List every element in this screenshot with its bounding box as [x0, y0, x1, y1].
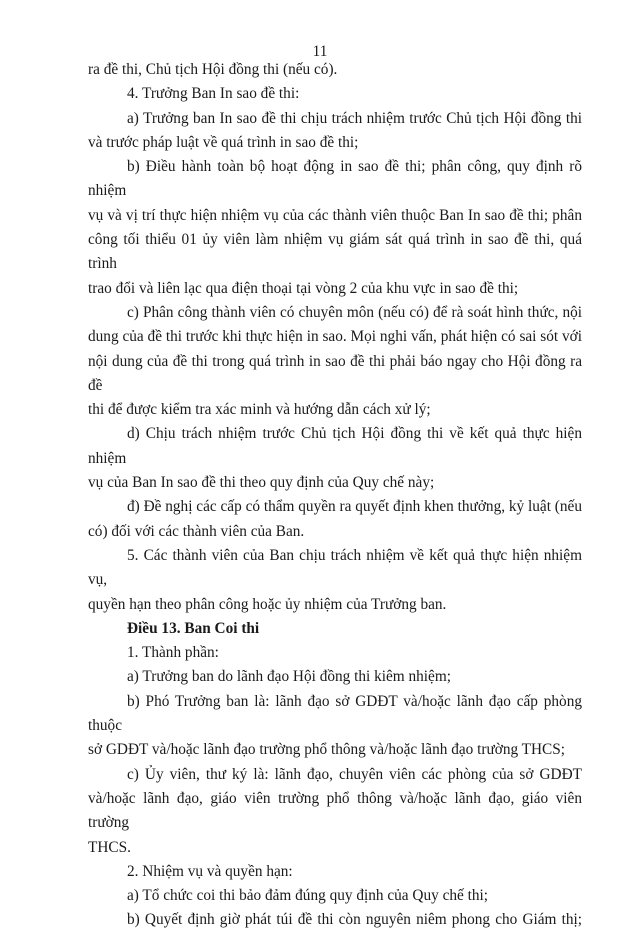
text-line: b) Quyết định giờ phát túi đề thi còn nguyên niêm phong cho Giám thị;	[127, 911, 582, 929]
text-line: quyền hạn theo phân công hoặc ủy nhiệm của Trưởng ban.	[88, 595, 447, 613]
text-line: ra đề thi, Chủ tịch Hội đồng thi (nếu có).	[88, 61, 338, 78]
paragraph	[88, 908, 582, 932]
paragraph	[88, 301, 582, 422]
text-line: trao đổi và liên lạc qua điện thoại tại vòng 2 của khu vực in sao đề thi;	[88, 279, 519, 297]
paragraph	[88, 665, 582, 689]
text-line: nội dung của đề thi trong quá trình in sao đề thi phải báo ngay cho Hội đồng ra đề	[88, 352, 582, 394]
paragraph	[88, 155, 582, 301]
text-line: 5. Các thành viên của Ban chịu trách nhiệm về kết quả thực hiện nhiệm vụ,	[88, 546, 582, 589]
text-line: b) Phó Trưởng ban là: lãnh đạo sở GDĐT và/hoặc lãnh đạo cấp phòng thuộc	[88, 692, 582, 735]
text-line: b) Điều hành toàn bộ hoạt động in sao đề thi; phân công, quy định rõ nhiệm	[88, 158, 582, 200]
text-line: Điều 13. Ban Coi thi	[127, 619, 260, 637]
page-number: 11	[312, 43, 328, 60]
text-line: 2. Nhiệm vụ và quyền hạn:	[127, 862, 293, 880]
text-line: 4. Trưởng Ban In sao đề thi:	[127, 85, 300, 103]
text-line: vụ của Ban In sao đề thi theo quy định của Quy chế này;	[88, 474, 435, 492]
text-line: và trước pháp luật về quá trình in sao đề thi;	[88, 133, 359, 151]
text-line: vụ và vị trí thực hiện nhiệm vụ của các thành viên thuộc Ban In sao đề thi; phân	[88, 206, 582, 224]
text-line: thi để được kiểm tra xác minh và hướng dẫn cách xử lý;	[88, 401, 431, 419]
paragraph	[88, 641, 582, 665]
text-line: c) Ủy viên, thư ký là: lãnh đạo, chuyên viên các phòng của sở GDĐT	[127, 765, 582, 783]
text-line: 1. Thành phần:	[127, 644, 219, 662]
text-line: d) Chịu trách nhiệm trước Chủ tịch Hội đồng thi về kết quả thực hiện nhiệm	[88, 425, 582, 467]
paragraph	[88, 860, 582, 884]
text-line: có) đối với các thành viên của Ban.	[88, 522, 305, 540]
paragraph	[88, 690, 582, 763]
text-line: dung của đề thi trước khi thực hiện in sao. Mọi nghi vấn, phát hiện có sai sót với	[88, 328, 582, 346]
paragraph	[88, 763, 582, 860]
paragraph	[88, 58, 582, 82]
text-line: a) Trưởng ban do lãnh đạo Hội đồng thi kiêm nhiệm;	[127, 668, 451, 686]
text-line: công tối thiểu 01 ủy viên làm nhiệm vụ giám sát quá trình in sao đề thi, quá trình	[88, 231, 582, 273]
paragraph	[88, 544, 582, 617]
text-line: THCS.	[88, 838, 131, 856]
paragraph	[88, 495, 582, 544]
text-line: đ) Đề nghị các cấp có thẩm quyền ra quyết định khen thưởng, kỷ luật (nếu	[127, 498, 582, 516]
paragraph	[88, 422, 582, 495]
text-line: c) Phân công thành viên có chuyên môn (nếu có) để rà soát hình thức, nội	[127, 303, 582, 321]
text-line: a) Trưởng ban In sao đề thi chịu trách nhiệm trước Chủ tịch Hội đồng thi	[127, 109, 582, 127]
text-line: và/hoặc lãnh đạo, giáo viên trường phổ thông và/hoặc lãnh đạo, giáo viên trường	[88, 789, 582, 832]
article-heading	[88, 617, 582, 641]
document-body	[88, 58, 582, 933]
text-line: a) Tổ chức coi thi bảo đảm đúng quy định của Quy chế thi;	[127, 887, 489, 905]
paragraph	[88, 884, 582, 908]
paragraph	[88, 107, 582, 156]
text-line: sở GDĐT và/hoặc lãnh đạo trường phổ thông và/hoặc lãnh đạo trường THCS;	[88, 741, 566, 759]
paragraph	[88, 82, 582, 106]
